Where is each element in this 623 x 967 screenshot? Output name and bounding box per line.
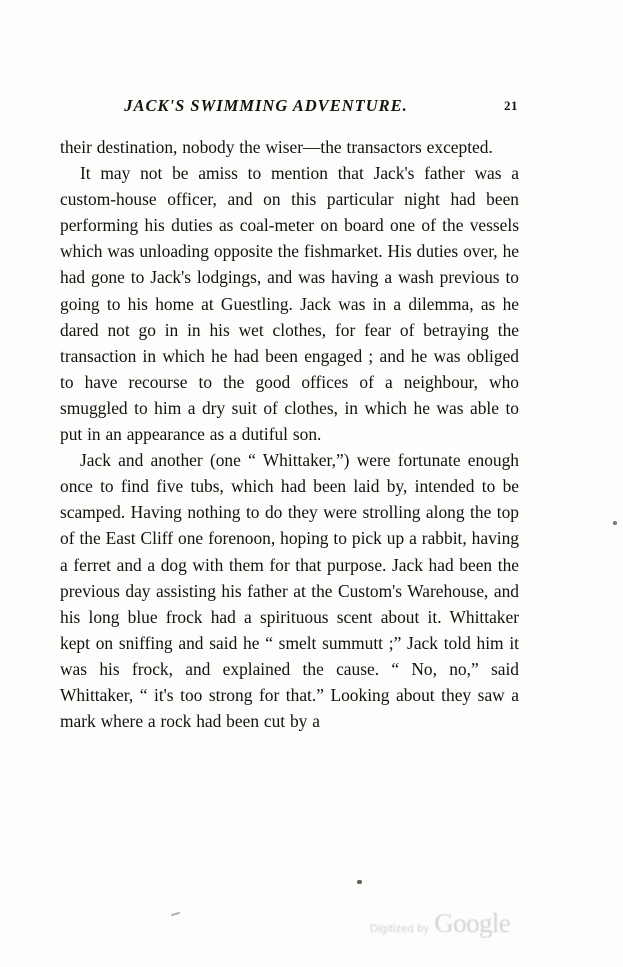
body-text-block	[60, 134, 519, 734]
running-head-title: JACK'S SWIMMING ADVENTURE.	[124, 96, 408, 115]
watermark-prefix-text: Digitized by	[370, 923, 430, 935]
google-logo-text: Google	[434, 908, 511, 938]
scan-speck	[171, 912, 180, 916]
paragraph-continued: their destination, nobody the wiser—the transactors excepted.	[60, 137, 493, 157]
scan-speck	[357, 880, 362, 884]
scan-speck	[613, 521, 617, 525]
paragraph-whittaker: Jack and another (one “ Whittaker,”) were fortunate enough once to find five tubs, which had been laid by, intended to be scamped. Having nothing to do they were strolling along the top of the East Cliff one forenoon, hoping to pick up a rabbit, having a ferret and a dog with them for that purpose. Jack had been the previous day assisting his father at the Custom's Warehouse, and his long blue frock had a spirituous scent about it. Whittaker kept on sniffing and said he “ smelt summutt ;” Jack told him it was his frock, and explained the cause. “ No, no,” said Whittaker, “ it's too strong for that.” Looking about they saw a mark where a rock had been cut by a	[60, 450, 519, 732]
digitization-watermark	[370, 908, 550, 948]
running-head	[60, 96, 518, 120]
paragraph-jacks-father: It may not be amiss to mention that Jack's father was a custom-house officer, and on this particular night had been performing his duties as coal-meter on board one of the vessels which was unloading opposite the fishmarket. His duties over, he had gone to Jack's lodgings, and was having a wash previous to going to his home at Guestling. Jack was in a dilemma, as he dared not go in in his wet clothes, for fear of betraying the transaction in which he had been engaged ; and he was obliged to have recourse to the good offices of a neighbour, who smuggled to him a dry suit of clothes, in which he was able to put in an appearance as a dutiful son.	[60, 163, 519, 445]
page-number: 21	[504, 98, 518, 113]
